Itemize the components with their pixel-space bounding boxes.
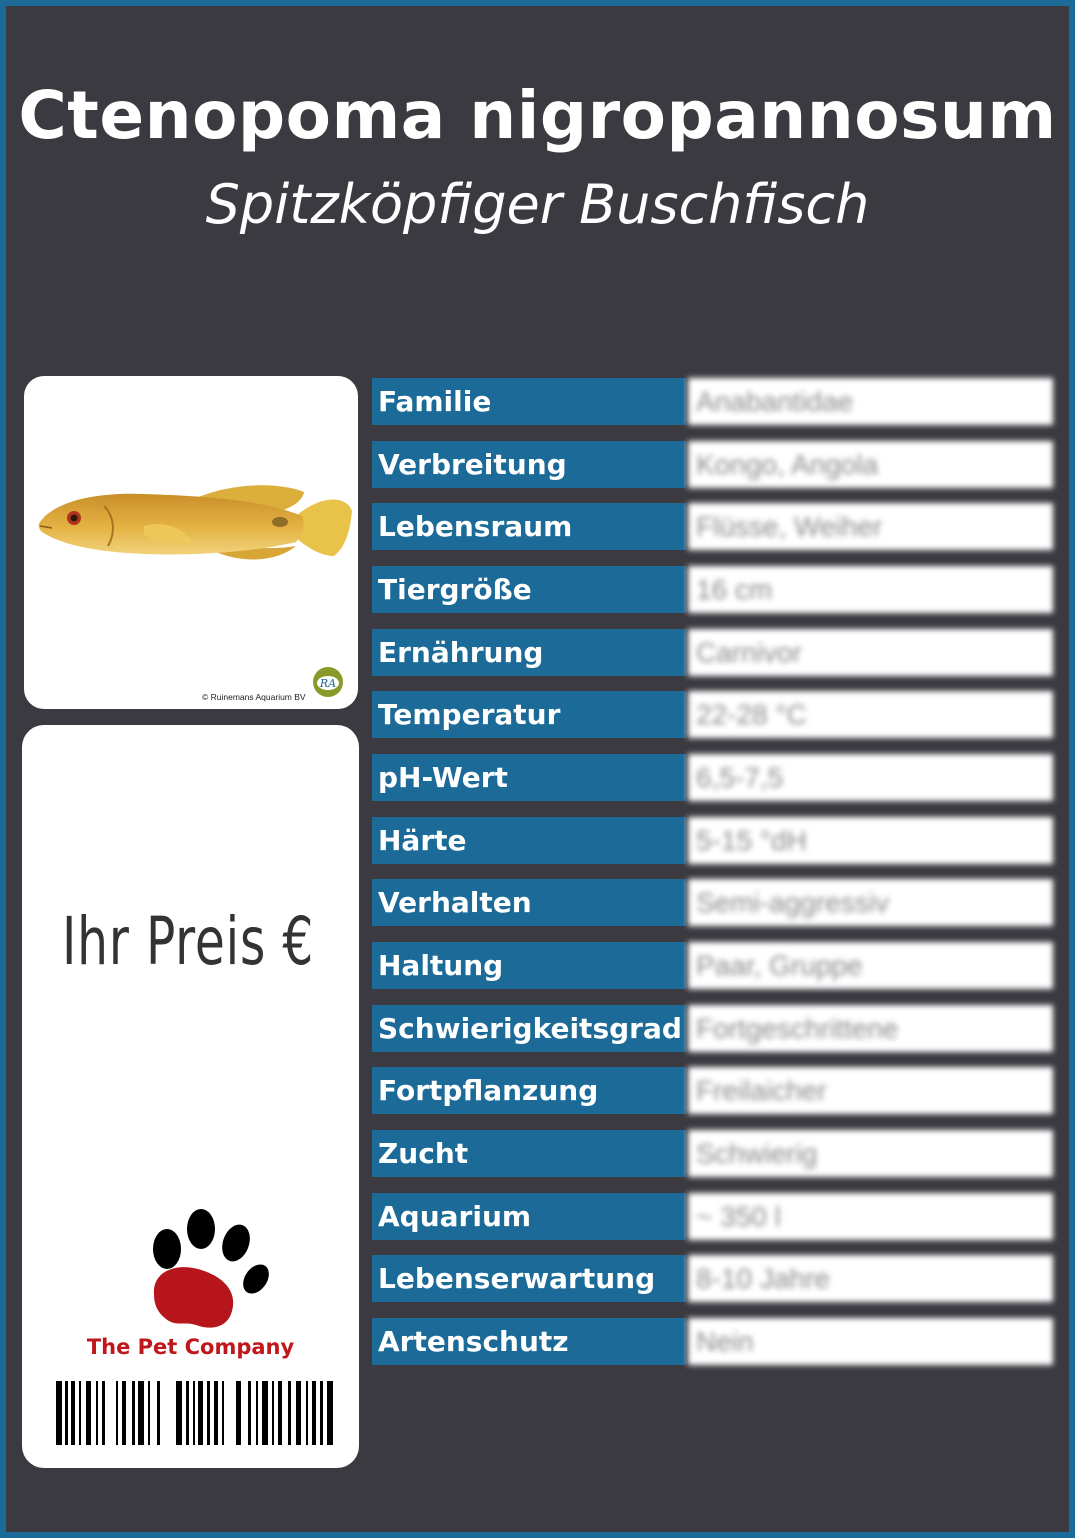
- fact-value: Paar, Gruppe: [688, 942, 1053, 989]
- fact-row-verhalten: [372, 879, 1053, 926]
- fact-value: Schwierig: [688, 1130, 1053, 1177]
- price-card: [22, 725, 359, 1468]
- fact-value: Flüsse, Weiher: [688, 503, 1053, 550]
- fact-row-lebenserwartung: [372, 1255, 1053, 1302]
- fish-image: [34, 476, 354, 586]
- fact-value: Freilaicher: [688, 1067, 1053, 1114]
- fact-row-haltung: [372, 942, 1053, 989]
- fact-value: 16 cm: [688, 566, 1053, 613]
- fact-label: Familie: [372, 378, 686, 425]
- fact-label: Schwierigkeitsgrad: [372, 1005, 686, 1052]
- fish-photo-card: [24, 376, 358, 709]
- fact-row-familie: [372, 378, 1053, 425]
- fact-value: Fortgeschrittene: [688, 1005, 1053, 1052]
- page-title: Ctenopoma nigropannosum: [18, 77, 1057, 154]
- fact-label: pH-Wert: [372, 754, 686, 801]
- fact-label: Zucht: [372, 1130, 686, 1177]
- fact-value: Nein: [688, 1318, 1053, 1365]
- fact-label: Lebenserwartung: [372, 1255, 686, 1302]
- fact-row-verbreitung: [372, 441, 1053, 488]
- svg-text:RA: RA: [319, 677, 337, 690]
- ruinemans-logo-icon: [312, 666, 344, 698]
- fact-value: 5-15 °dH: [688, 817, 1053, 864]
- fact-label: Haltung: [372, 942, 686, 989]
- fact-label: Lebensraum: [372, 503, 686, 550]
- fact-value: 6,5-7,5: [688, 754, 1053, 801]
- fact-row-ph-wert: [372, 754, 1053, 801]
- fact-label: Härte: [372, 817, 686, 864]
- fact-row-tiergroesse: [372, 566, 1053, 613]
- fact-label: Verbreitung: [372, 441, 686, 488]
- fact-label: Tiergröße: [372, 566, 686, 613]
- page-subtitle: Spitzköpfiger Buschfisch: [205, 173, 870, 236]
- fact-value: ~ 350 l: [688, 1193, 1053, 1240]
- fact-value: Carnivor: [688, 629, 1053, 676]
- photo-copyright: © Ruinemans Aquarium BV: [202, 692, 306, 702]
- fact-label: Fortpflanzung: [372, 1067, 686, 1114]
- fact-row-schwierigkeitsgrad: [372, 1005, 1053, 1052]
- fact-value: Anabantidae: [688, 378, 1053, 425]
- fact-label: Ernährung: [372, 629, 686, 676]
- fact-row-haerte: [372, 817, 1053, 864]
- fact-value: Kongo, Angola: [688, 441, 1053, 488]
- paw-logo-icon: [132, 1207, 282, 1337]
- fact-row-aquarium: [372, 1193, 1053, 1240]
- fact-label: Verhalten: [372, 879, 686, 926]
- barcode: [56, 1381, 334, 1445]
- fact-row-artenschutz: [372, 1318, 1053, 1365]
- fact-value: 22-28 °C: [688, 691, 1053, 738]
- fact-label: Artenschutz: [372, 1318, 686, 1365]
- fact-row-temperatur: [372, 691, 1053, 738]
- fact-row-fortpflanzung: [372, 1067, 1053, 1114]
- company-name: The Pet Company: [86, 1335, 295, 1359]
- fact-value: Semi-aggressiv: [688, 879, 1053, 926]
- fact-row-zucht: [372, 1130, 1053, 1177]
- fact-label: Aquarium: [372, 1193, 686, 1240]
- fact-label: Temperatur: [372, 691, 686, 738]
- price-label: Ihr Preis €: [62, 903, 315, 980]
- fact-row-lebensraum: [372, 503, 1053, 550]
- fact-row-ernaehrung: [372, 629, 1053, 676]
- fact-value: 8-10 Jahre: [688, 1255, 1053, 1302]
